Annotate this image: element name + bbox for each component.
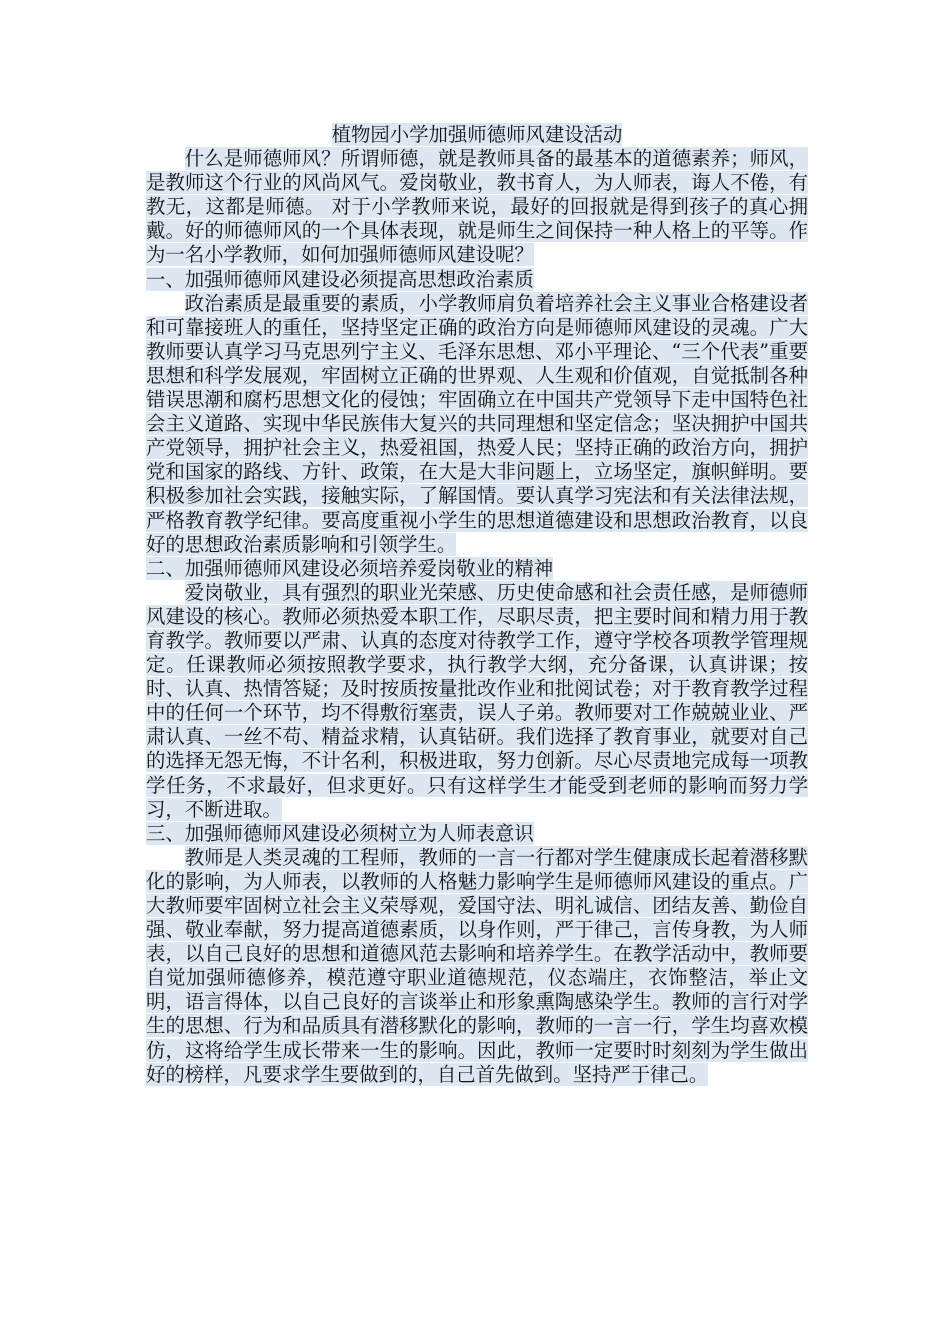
- section-1-heading: [146, 268, 808, 292]
- section-3-paragraph-text: 教师是人类灵魂的工程师，教师的一言一行都对学生健康成长起着潜移默化的影响，为人师表，以教师的人格魅力影响学生是师德师风建设的重点。广大教师要牢固树立社会主义荣辱观，爱国守法、明礼诚信、团结友善、勤俭自强、敬业奉献，努力提高道德素质，以身作则，严于律己，言传身教，为人师表，以自己良好的思想和道德风范去影响和培养学生。在教学活动中，教师要自觉加强师德修养，模范遵守职业道德规范，仪态端庄，衣饰整洁，举止文明，语言得体，以自己良好的言谈举止和形象熏陶感染学生。教师的言行对学生的思想、行为和品质具有潜移默化的影响，教师的一言一行，学生均喜欢模仿，这将给学生成长带来一生的影响。因此，教师一定要时时刻刻为学生做出好的榜样，凡要求学生要做到的，自己首先做到。坚持严于律己。: [146, 845, 808, 1086]
- section-2-heading-text: 二、加强师德师风建设必须培养爱岗敬业的精神: [146, 556, 554, 580]
- document-body: [146, 123, 808, 1087]
- document-title: [146, 123, 808, 147]
- section-3-heading: [146, 822, 808, 846]
- section-1-paragraph-text: 政治素质是最重要的素质，小学教师肩负着培养社会主义事业合格建设者和可靠接班人的重任，坚持坚定正确的政治方向是师德师风建设的灵魂。广大教师要认真学习马克思列宁主义、毛泽东思想、邓小平理论、“三个代表”重要思想和科学发展观，牢固树立正确的世界观、人生观和价值观，自觉抵制各种错误思潮和腐朽思想文化的侵蚀；牢固确立在中国共产党领导下走中国特色社会主义道路、实现中华民族伟大复兴的共同理想和坚定信念；坚决拥护中国共产党领导，拥护社会主义，热爱祖国，热爱人民；坚持正确的政治方向，拥护党和国家的路线、方针、政策，在大是大非问题上，立场坚定，旗帜鲜明。要积极参加社会实践，接触实际，了解国情。要认真学习宪法和有关法律法规，严格教育教学纪律。要高度重视小学生的思想道德建设和思想政治教育，以良好的思想政治素质影响和引领学生。: [146, 291, 808, 556]
- intro-paragraph: [146, 147, 808, 267]
- section-2-heading: [146, 557, 808, 581]
- document-title-text: 植物园小学加强师德师风建设活动: [331, 123, 623, 146]
- section-2-paragraph-text: 爱岗敬业，具有强烈的职业光荣感、历史使命感和社会责任感，是师德师风建设的核心。教师必须热爱本职工作，尽职尽责，把主要时间和精力用于教育教学。教师要以严肃、认真的态度对待教学工作，遵守学校各项教学管理规定。任课教师必须按照教学要求，执行教学大纲，充分备课，认真讲课；按时、认真、热情答疑；及时按质按量批改作业和批阅试卷；对于教育教学过程中的任何一个环节，均不得敷衍塞责，误人子弟。教师要对工作兢兢业业、严肃认真、一丝不苟、精益求精，认真钻研。我们选择了教育事业，就要对自己的选择无怨无悔，不计名利，积极进取，努力创新。尽心尽责地完成每一项教学任务，不求最好，但求更好。只有这样学生才能受到老师的影响而努力学习，不断进取。: [146, 580, 808, 821]
- section-2-paragraph: [146, 581, 808, 822]
- section-3-heading-text: 三、加强师德师风建设必须树立为人师表意识: [146, 821, 534, 845]
- section-1-heading-text: 一、加强师德师风建设必须提高思想政治素质: [146, 267, 534, 291]
- section-3-paragraph: [146, 846, 808, 1087]
- intro-paragraph-text: 什么是师德师风？所谓师德，就是教师具备的最基本的道德素养；师风，是教师这个行业的风尚风气。爱岗敬业，教书育人，为人师表，诲人不倦，有教无，这都是师德。 对于小学教师来说，最好的回报就是得到孩子的真心拥戴。好的师德师风的一个具体表现，就是师生之间保持一种人格上的平等。作为一名小学教师，如何加强师德师风建设呢？: [146, 147, 808, 267]
- section-1-paragraph: [146, 292, 808, 557]
